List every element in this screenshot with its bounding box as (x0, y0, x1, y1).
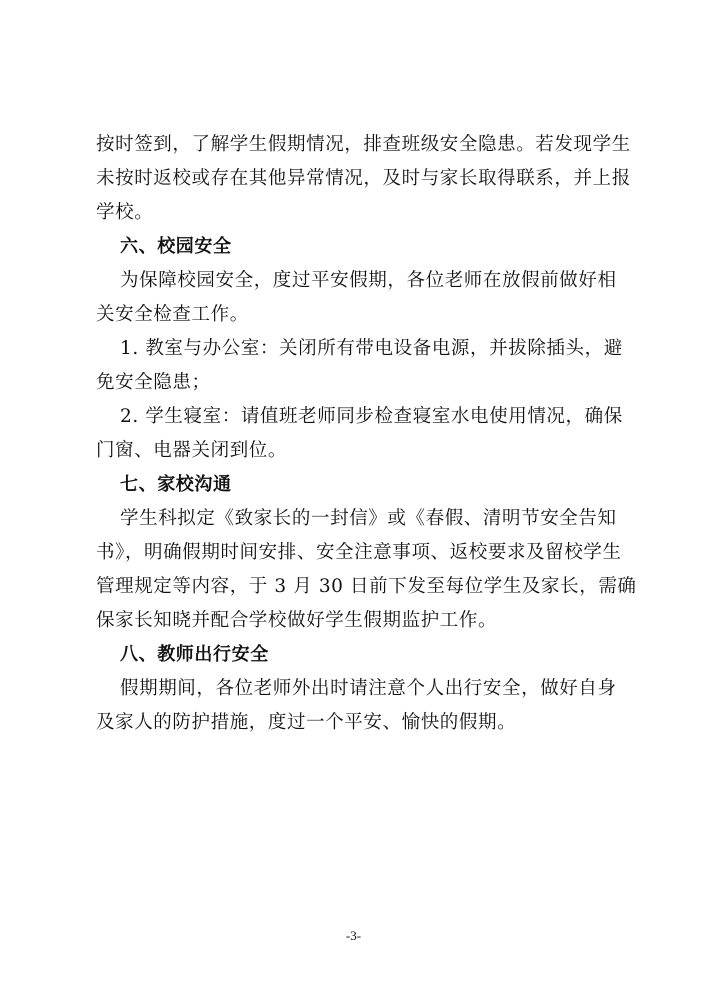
paragraph-line: 按时签到，了解学生假期情况，排查班级安全隐患。若发现学生 (96, 134, 631, 155)
paragraph-line: 2. 学生寝室：请值班老师同步检查寝室水电使用情况，确保 (120, 406, 623, 427)
document-body (96, 128, 637, 740)
paragraph-line: 及家人的防护措施，度过一个平安、愉快的假期。 (96, 712, 517, 733)
paragraph-line: 假期期间，各位老师外出时请注意个人出行安全，做好自身 (120, 678, 617, 699)
paragraph-line: 学生科拟定《致家长的一封信》或《春假、清明节安全告知 (120, 508, 617, 529)
paragraph-line: 管理规定等内容，于 3 月 30 日前下发至每位学生及家长，需确 (96, 576, 637, 597)
paragraph-line: 门窗、电器关闭到位。 (96, 440, 288, 461)
paragraph-line: 学校。 (96, 202, 154, 223)
paragraph-line: 1. 教室与办公室：关闭所有带电设备电源，并拔除插头，避 (120, 338, 623, 359)
paragraph-line: 保家长知晓并配合学校做好学生假期监护工作。 (96, 610, 498, 631)
paragraph-line: 关安全检查工作。 (96, 304, 249, 325)
section-heading-campus-safety: 六、校园安全 (120, 236, 232, 257)
paragraph-line: 免安全隐患； (96, 372, 211, 393)
section-heading-teacher-travel-safety: 八、教师出行安全 (120, 644, 269, 665)
paragraph-line: 为保障校园安全，度过平安假期，各位老师在放假前做好相 (120, 270, 617, 291)
paragraph-line: 书》，明确假期时间安排、安全注意事项、返校要求及留校学生 (96, 542, 622, 563)
paragraph-line: 未按时返校或存在其他异常情况，及时与家长取得联系，并上报 (96, 168, 631, 189)
section-heading-home-school-communication: 七、家校沟通 (120, 474, 232, 495)
page-number: -3- (345, 928, 362, 943)
